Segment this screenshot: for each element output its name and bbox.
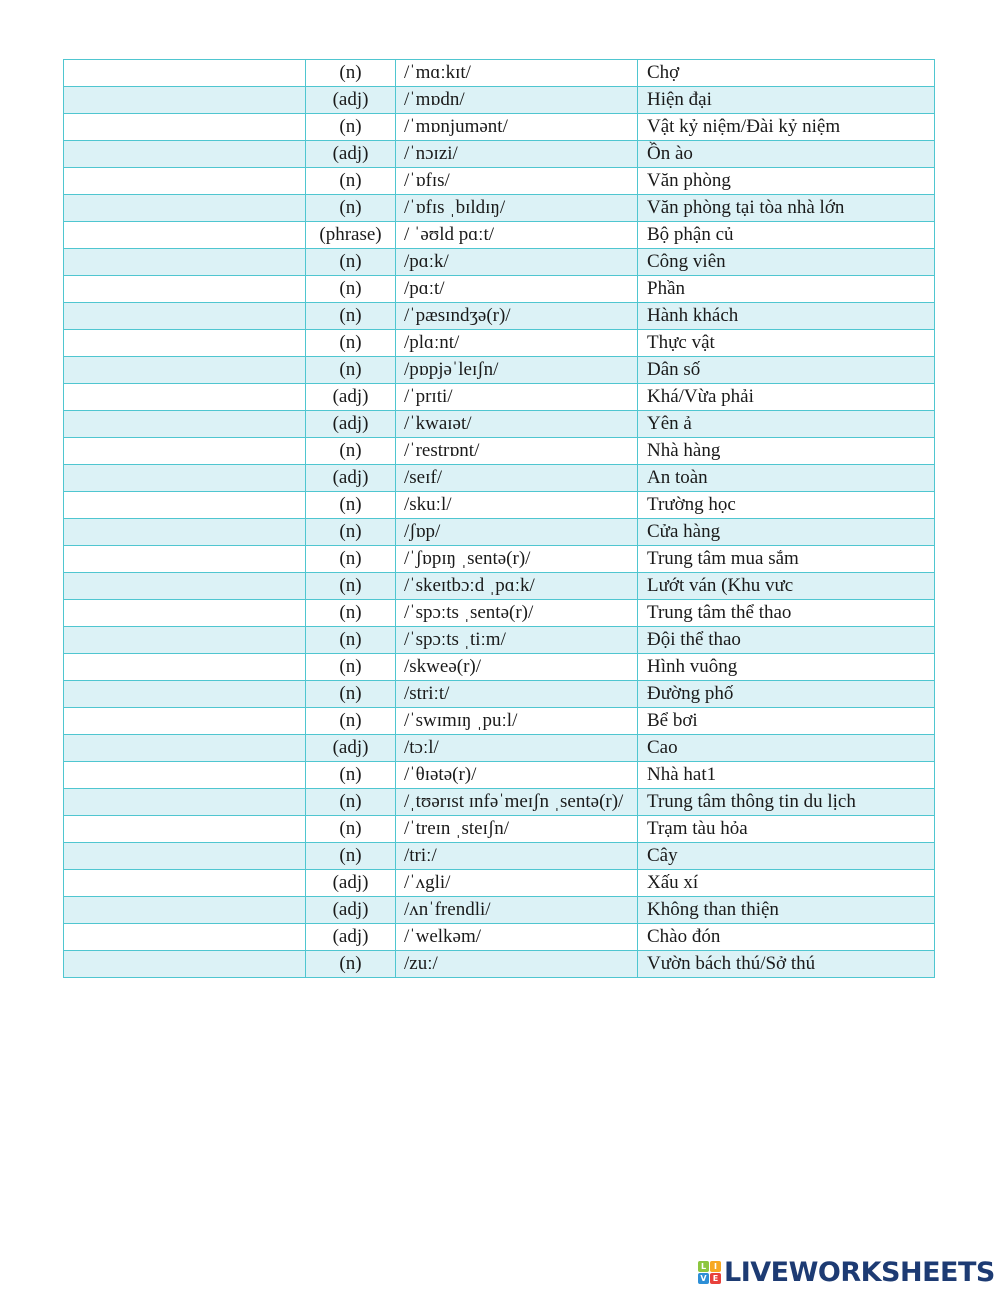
part-of-speech-cell: (adj) [306, 87, 396, 114]
table-row [64, 87, 935, 114]
meaning-cell: Ồn ào [638, 141, 935, 168]
part-of-speech-cell: (n) [306, 249, 396, 276]
part-of-speech-cell: (n) [306, 681, 396, 708]
pronunciation-cell: /seɪf/ [396, 465, 638, 492]
meaning-cell: Vườn bách thú/Sở thú [638, 951, 935, 978]
table-row [64, 519, 935, 546]
pronunciation-cell: /ˈpæsɪndʒə(r)/ [396, 303, 638, 330]
part-of-speech-cell: (adj) [306, 924, 396, 951]
part-of-speech-cell: (n) [306, 573, 396, 600]
part-of-speech-cell: (adj) [306, 870, 396, 897]
meaning-cell: Chợ [638, 60, 935, 87]
table-row [64, 357, 935, 384]
pronunciation-cell: /plɑːnt/ [396, 330, 638, 357]
word-cell[interactable] [64, 573, 306, 600]
pronunciation-cell: /striːt/ [396, 681, 638, 708]
pronunciation-cell: /ˈrestrɒnt/ [396, 438, 638, 465]
word-cell[interactable] [64, 789, 306, 816]
word-cell[interactable] [64, 762, 306, 789]
part-of-speech-cell: (n) [306, 195, 396, 222]
part-of-speech-cell: (adj) [306, 465, 396, 492]
word-cell[interactable] [64, 222, 306, 249]
pronunciation-cell: /tɔːl/ [396, 735, 638, 762]
pronunciation-cell: /ˈwelkəm/ [396, 924, 638, 951]
meaning-cell: Cao [638, 735, 935, 762]
meaning-cell: Vật kỷ niệm/Đài kỷ niệm [638, 114, 935, 141]
pronunciation-cell: /ˈʌgli/ [396, 870, 638, 897]
meaning-cell: Không than thiện [638, 897, 935, 924]
pronunciation-cell: /pɒpjəˈleɪʃn/ [396, 357, 638, 384]
part-of-speech-cell: (phrase) [306, 222, 396, 249]
meaning-cell: Yên ả [638, 411, 935, 438]
table-row [64, 843, 935, 870]
liveworksheets-logo [698, 1257, 995, 1288]
pronunciation-cell: /ˈkwaɪət/ [396, 411, 638, 438]
table-row [64, 276, 935, 303]
word-cell[interactable] [64, 249, 306, 276]
part-of-speech-cell: (n) [306, 303, 396, 330]
meaning-cell: Bể bơi [638, 708, 935, 735]
meaning-cell: Trung tâm thông tin du lịch [638, 789, 935, 816]
table-row [64, 681, 935, 708]
meaning-cell: Nhà hat1 [638, 762, 935, 789]
pronunciation-cell: /ˈskeɪtbɔːd ˌpɑːk/ [396, 573, 638, 600]
word-cell[interactable] [64, 384, 306, 411]
part-of-speech-cell: (n) [306, 438, 396, 465]
meaning-cell: Cây [638, 843, 935, 870]
meaning-cell: Công viên [638, 249, 935, 276]
pronunciation-cell: /pɑːt/ [396, 276, 638, 303]
table-row [64, 60, 935, 87]
meaning-cell: Chào đón [638, 924, 935, 951]
table-row [64, 303, 935, 330]
table-row [64, 654, 935, 681]
pronunciation-cell: /ˌtʊərɪst ɪnfəˈmeɪʃn ˌsentə(r)/ [396, 789, 638, 816]
word-cell[interactable] [64, 897, 306, 924]
table-row [64, 411, 935, 438]
table-row [64, 438, 935, 465]
logo-block: L [698, 1261, 709, 1272]
part-of-speech-cell: (adj) [306, 735, 396, 762]
pronunciation-cell: /ˈmɑːkɪt/ [396, 60, 638, 87]
meaning-cell: Nhà hàng [638, 438, 935, 465]
meaning-cell: Hiện đại [638, 87, 935, 114]
part-of-speech-cell: (n) [306, 708, 396, 735]
pronunciation-cell: /zuː/ [396, 951, 638, 978]
word-cell[interactable] [64, 303, 306, 330]
part-of-speech-cell: (n) [306, 654, 396, 681]
table-row [64, 546, 935, 573]
word-cell[interactable] [64, 141, 306, 168]
table-row [64, 735, 935, 762]
pronunciation-cell: /ˈspɔːts ˌtiːm/ [396, 627, 638, 654]
logo-block: V [698, 1273, 709, 1284]
word-cell[interactable] [64, 951, 306, 978]
word-cell[interactable] [64, 816, 306, 843]
table-row [64, 870, 935, 897]
part-of-speech-cell: (adj) [306, 897, 396, 924]
word-cell[interactable] [64, 330, 306, 357]
part-of-speech-cell: (adj) [306, 411, 396, 438]
part-of-speech-cell: (n) [306, 600, 396, 627]
meaning-cell: Xấu xí [638, 870, 935, 897]
table-row [64, 384, 935, 411]
table-row [64, 600, 935, 627]
word-cell[interactable] [64, 357, 306, 384]
part-of-speech-cell: (n) [306, 762, 396, 789]
meaning-cell: Trạm tàu hỏa [638, 816, 935, 843]
table-row [64, 141, 935, 168]
pronunciation-cell: /ʌnˈfrendli/ [396, 897, 638, 924]
word-cell[interactable] [64, 114, 306, 141]
word-cell[interactable] [64, 465, 306, 492]
meaning-cell: Văn phòng [638, 168, 935, 195]
meaning-cell: Đội thể thao [638, 627, 935, 654]
word-cell[interactable] [64, 654, 306, 681]
word-cell[interactable] [64, 627, 306, 654]
table-row [64, 465, 935, 492]
word-cell[interactable] [64, 735, 306, 762]
meaning-cell: Trường học [638, 492, 935, 519]
word-cell[interactable] [64, 519, 306, 546]
part-of-speech-cell: (n) [306, 168, 396, 195]
word-cell[interactable] [64, 708, 306, 735]
part-of-speech-cell: (n) [306, 546, 396, 573]
pronunciation-cell: /ˈθɪətə(r)/ [396, 762, 638, 789]
part-of-speech-cell: (adj) [306, 141, 396, 168]
part-of-speech-cell: (n) [306, 951, 396, 978]
part-of-speech-cell: (n) [306, 519, 396, 546]
word-cell[interactable] [64, 681, 306, 708]
pronunciation-cell: /ˈnɔɪzi/ [396, 141, 638, 168]
table-row [64, 708, 935, 735]
pronunciation-cell: /ˈɒfɪs/ [396, 168, 638, 195]
part-of-speech-cell: (adj) [306, 384, 396, 411]
vocabulary-table [63, 59, 935, 978]
table-row [64, 573, 935, 600]
part-of-speech-cell: (n) [306, 276, 396, 303]
pronunciation-cell: /ˈspɔːts ˌsentə(r)/ [396, 600, 638, 627]
pronunciation-cell: /ˈɒfɪs ˌbɪldɪŋ/ [396, 195, 638, 222]
meaning-cell: Bộ phận củ [638, 222, 935, 249]
table-row [64, 195, 935, 222]
logo-block: I [710, 1261, 721, 1272]
pronunciation-cell: / ˈəʊld pɑːt/ [396, 222, 638, 249]
word-cell[interactable] [64, 411, 306, 438]
meaning-cell: Khá/Vừa phải [638, 384, 935, 411]
pronunciation-cell: /ˈprɪti/ [396, 384, 638, 411]
part-of-speech-cell: (n) [306, 330, 396, 357]
table-row [64, 222, 935, 249]
table-row [64, 249, 935, 276]
table-row [64, 330, 935, 357]
word-cell[interactable] [64, 492, 306, 519]
table-row [64, 492, 935, 519]
part-of-speech-cell: (n) [306, 357, 396, 384]
word-cell[interactable] [64, 60, 306, 87]
pronunciation-cell: /triː/ [396, 843, 638, 870]
meaning-cell: Cửa hàng [638, 519, 935, 546]
part-of-speech-cell: (n) [306, 60, 396, 87]
word-cell[interactable] [64, 276, 306, 303]
part-of-speech-cell: (n) [306, 627, 396, 654]
table-row [64, 762, 935, 789]
table-row [64, 789, 935, 816]
word-cell[interactable] [64, 924, 306, 951]
word-cell[interactable] [64, 195, 306, 222]
word-cell[interactable] [64, 600, 306, 627]
meaning-cell: Thực vật [638, 330, 935, 357]
word-cell[interactable] [64, 438, 306, 465]
meaning-cell: Phần [638, 276, 935, 303]
part-of-speech-cell: (n) [306, 492, 396, 519]
word-cell[interactable] [64, 546, 306, 573]
part-of-speech-cell: (n) [306, 789, 396, 816]
word-cell[interactable] [64, 168, 306, 195]
part-of-speech-cell: (n) [306, 816, 396, 843]
part-of-speech-cell: (n) [306, 114, 396, 141]
meaning-cell: Văn phòng tại tòa nhà lớn [638, 195, 935, 222]
word-cell[interactable] [64, 870, 306, 897]
table-row [64, 627, 935, 654]
part-of-speech-cell: (n) [306, 843, 396, 870]
word-cell[interactable] [64, 87, 306, 114]
pronunciation-cell: /skweə(r)/ [396, 654, 638, 681]
table-row [64, 114, 935, 141]
logo-block: E [710, 1273, 721, 1284]
pronunciation-cell: /pɑːk/ [396, 249, 638, 276]
pronunciation-cell: /skuːl/ [396, 492, 638, 519]
word-cell[interactable] [64, 843, 306, 870]
pronunciation-cell: /ˈmɒnjumənt/ [396, 114, 638, 141]
pronunciation-cell: /ˈmɒdn/ [396, 87, 638, 114]
meaning-cell: Trung tâm thể thao [638, 600, 935, 627]
table-row [64, 168, 935, 195]
meaning-cell: Đường phố [638, 681, 935, 708]
table-row [64, 897, 935, 924]
meaning-cell: Lướt ván (Khu vưc [638, 573, 935, 600]
table-row [64, 816, 935, 843]
pronunciation-cell: /ʃɒp/ [396, 519, 638, 546]
live-blocks-icon [698, 1261, 721, 1284]
logo-text: LIVEWORKSHEETS [724, 1257, 995, 1288]
meaning-cell: Dân số [638, 357, 935, 384]
pronunciation-cell: /ˈʃɒpɪŋ ˌsentə(r)/ [396, 546, 638, 573]
meaning-cell: Hình vuông [638, 654, 935, 681]
meaning-cell: Trung tâm mua sắm [638, 546, 935, 573]
meaning-cell: An toàn [638, 465, 935, 492]
table-row [64, 951, 935, 978]
pronunciation-cell: /ˈswɪmɪŋ ˌpuːl/ [396, 708, 638, 735]
meaning-cell: Hành khách [638, 303, 935, 330]
table-row [64, 924, 935, 951]
pronunciation-cell: /ˈtreɪn ˌsteɪʃn/ [396, 816, 638, 843]
